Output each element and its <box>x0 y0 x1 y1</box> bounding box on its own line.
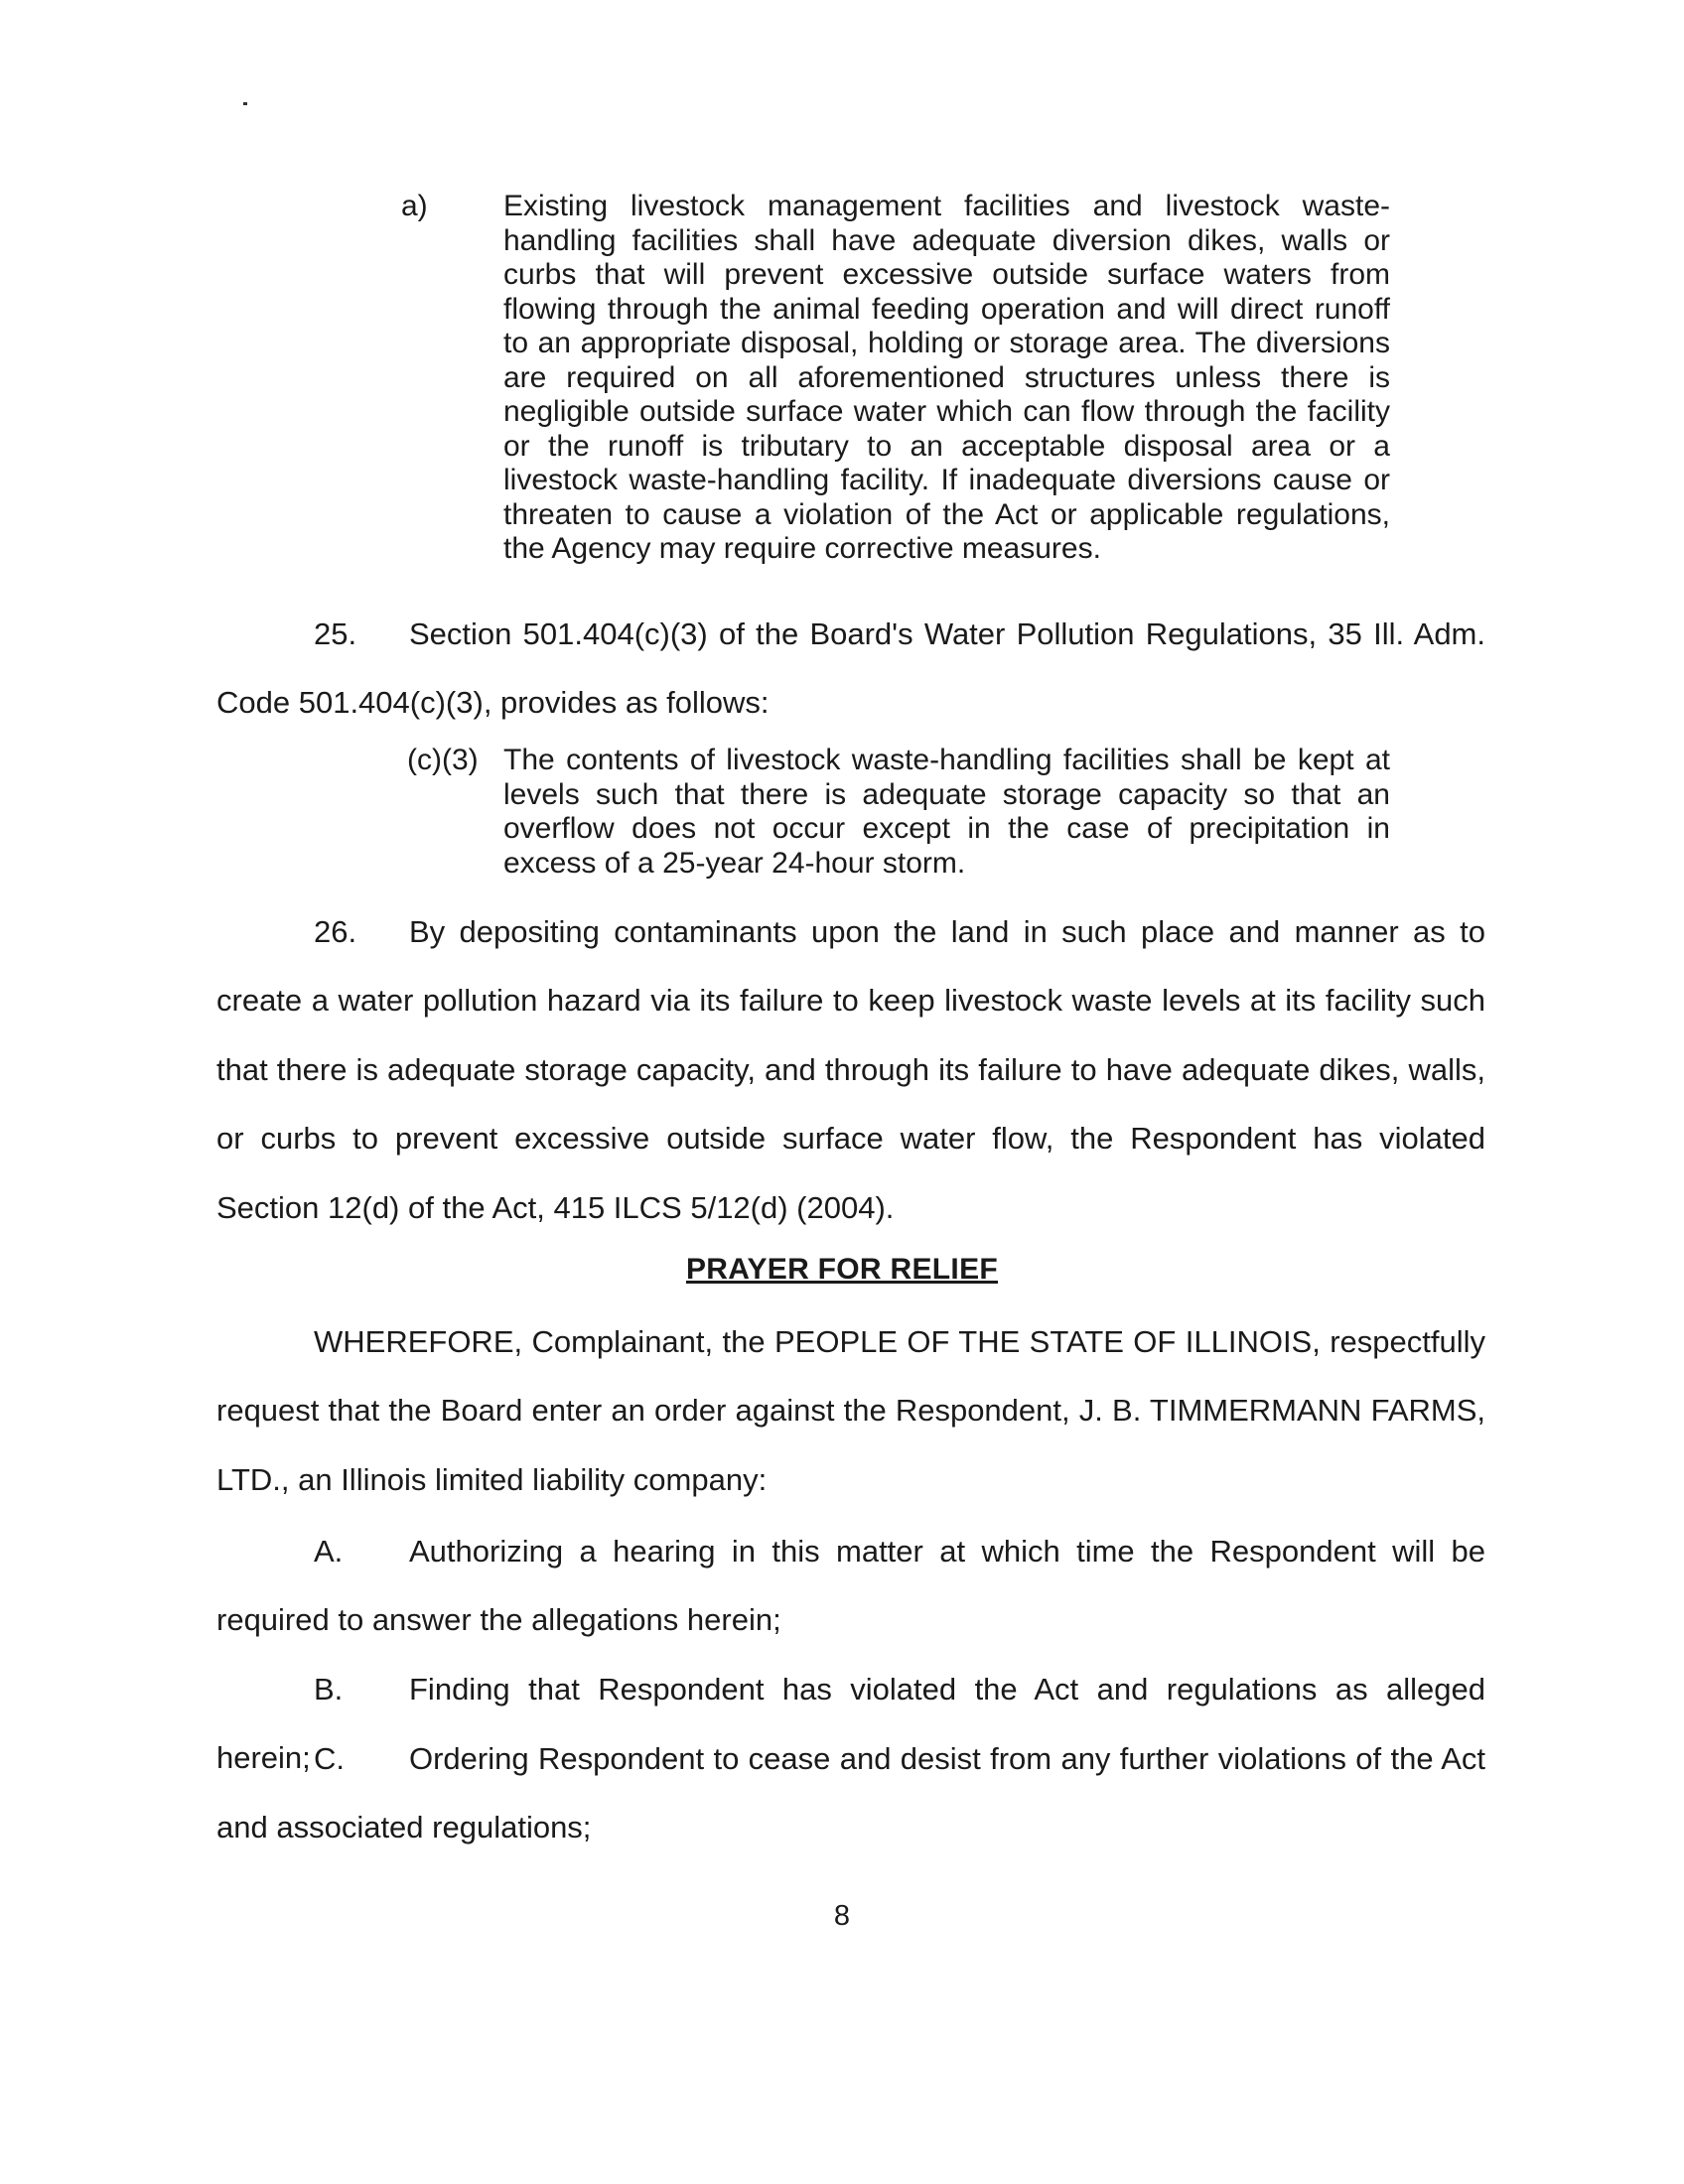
page-number: 8 <box>833 1900 851 1932</box>
relief-item-c <box>216 1724 1485 1862</box>
quote-label: a) <box>401 190 428 222</box>
paragraph-text: Section 501.404(c)(3) of the Board's Water Pollution Regulations, 35 Ill. Adm. Code 501.404(c)(3), provides as follows: <box>216 616 1485 721</box>
paragraph-text: WHEREFORE, Complainant, the PEOPLE OF THE STATE OF ILLINOIS, respectfully request that the Board enter an order against the Respondent, J. B. TIMMERMANN FARMS, LTD., an Illinois limited liability company: <box>216 1324 1485 1497</box>
paragraph-number: 26. <box>314 914 357 949</box>
quote-label: (c)(3) <box>407 744 479 776</box>
item-text: Authorizing a hearing in this matter at which time the Respondent will be required to answer the allegations herein; <box>216 1534 1485 1638</box>
paragraph-25 <box>216 600 1485 738</box>
item-text: Finding that Respondent has violated the Act and regulations as alleged herein; <box>216 1672 1485 1776</box>
quote-text: The contents of livestock waste-handling facilities shall be kept at levels such that there is adequate storage capacity so that an overflow does not occur except in the case of precipitation in excess of a 25-year 24-hour storm. <box>503 744 1390 880</box>
relief-item-a <box>216 1517 1485 1655</box>
item-letter: B. <box>314 1672 344 1706</box>
paragraph-26 <box>216 897 1485 1242</box>
item-letter: C. <box>314 1741 345 1776</box>
paragraph-number: 25. <box>314 616 357 651</box>
paragraph-text: By depositing contaminants upon the land in such place and manner as to create a water pollution hazard via its failure to keep livestock waste levels at its facility such that there is adequate storage capacity, and through its failure to have adequate dikes, walls, or curbs to prevent excessive outside surface water flow, the Respondent has violated Section 12(d) of the Act, 415 ILCS 5/12(d) (2004). <box>216 914 1485 1225</box>
quote-text: Existing livestock management facilities and livestock waste-handling facilities shall have adequate diversion dikes, walls or curbs that will prevent excessive outside surface waters from flowing through the animal feeding operation and will direct runoff to an appropriate disposal, holding or storage area. The diversions are required on all aforementioned structures unless there is negligible outside surface water which can flow through the facility or the runoff is tributary to an acceptable disposal area or a livestock waste-handling facility. If inadequate diversions cause or threaten to cause a violation of the Act or applicable regulations, the Agency may require corrective measures. <box>503 190 1390 565</box>
item-text: Ordering Respondent to cease and desist from any further violations of the Act and associated regulations; <box>216 1741 1485 1845</box>
section-heading: PRAYER FOR RELIEF <box>685 1253 999 1286</box>
item-letter: A. <box>314 1534 344 1569</box>
wherefore-paragraph <box>216 1307 1485 1514</box>
scan-mark <box>243 102 247 105</box>
